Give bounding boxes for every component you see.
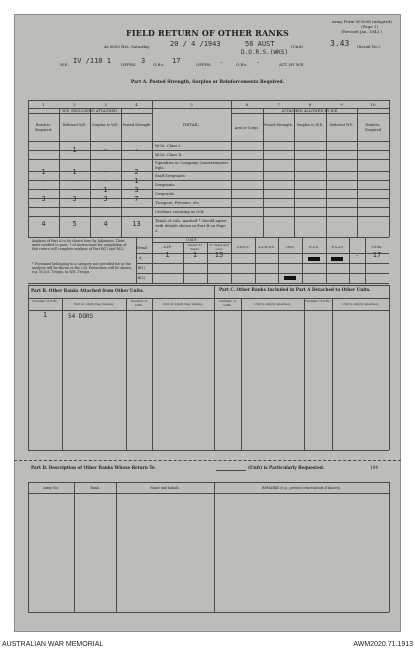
header-surplus-att: Surplus to W.E. bbox=[296, 123, 324, 127]
part-b-row-num: 1 bbox=[42, 311, 48, 319]
header-deficient-att: Deficient W.E. bbox=[329, 123, 354, 127]
part-c-col-num: Number of O.Rs. bbox=[219, 299, 236, 307]
cell-value: - bbox=[41, 177, 46, 185]
header-reinfcts-att: Reinfcts. Required bbox=[365, 123, 381, 132]
cell-value: - bbox=[103, 177, 108, 185]
analysis-col-aamws: A.A.M.W.S. bbox=[258, 245, 275, 249]
col-number: 7 bbox=[277, 102, 280, 107]
cell-value: 1 bbox=[41, 168, 46, 176]
part-d-year: 194 bbox=[370, 465, 378, 470]
col-number: 2 bbox=[73, 102, 76, 107]
group-header-excluding: W.E. EXCLUDING ATTACHED. bbox=[62, 109, 118, 113]
analysis-col-over31: 31 Years and over. bbox=[209, 243, 229, 251]
total-value: 4 bbox=[103, 220, 108, 228]
analysis-extra-value: - bbox=[355, 252, 359, 259]
footer-accession: AWM2020.71.1913 bbox=[353, 641, 413, 648]
offrs-attached-label: OFFRS. bbox=[196, 62, 212, 67]
header-arm-corps: Arm or Corps. bbox=[234, 126, 260, 130]
analysis-under31-value: 1 bbox=[192, 251, 198, 259]
part-b-heading: Part B. Other Ranks Attached from Other Units. bbox=[31, 288, 144, 293]
at-label: At 0600 Hrs. Saturday bbox=[104, 44, 150, 49]
analysis-col-ran: R.A.N. bbox=[309, 245, 319, 249]
part-b-col-num: Number of O.Rs. bbox=[32, 299, 58, 303]
analysis-col-raaf: R.A.A.F. bbox=[331, 245, 344, 249]
redaction-mark bbox=[331, 257, 343, 261]
part-d-heading: Part D. Description of Other Ranks Whose Return To bbox=[31, 465, 155, 470]
analysis-row-b1: B(1) bbox=[138, 266, 146, 270]
unit-name: 56 AUST bbox=[245, 40, 275, 48]
ors-attached-label: O.R's. bbox=[236, 62, 248, 67]
part-d-col-army-no: Army No. bbox=[43, 486, 59, 490]
cell-value: 1 bbox=[134, 177, 139, 185]
analysis-omf-label: O.M.F. bbox=[185, 238, 198, 242]
col-number: 4 bbox=[135, 102, 138, 107]
serial-number: 3.43 bbox=[330, 39, 350, 48]
cell-value: - bbox=[103, 146, 108, 154]
analysis-col-awas: A.W.A.S. bbox=[236, 245, 250, 249]
redaction-mark bbox=[284, 276, 296, 280]
cell-value: 3 bbox=[134, 186, 139, 194]
cell-value: 3 bbox=[41, 195, 46, 203]
analysis-col-under31: Under 31 Years. bbox=[187, 243, 203, 251]
we-label: W.E. bbox=[60, 62, 69, 67]
return-date: 20 / 4 /1943 bbox=[170, 40, 221, 48]
ors-attached-value: - bbox=[256, 59, 260, 66]
analysis-col-civil: CIVIL bbox=[285, 245, 295, 249]
analysis-row-a: A bbox=[139, 256, 142, 260]
cell-value: - bbox=[72, 177, 77, 185]
part-b-row-unit: 54 DORS bbox=[68, 313, 94, 320]
part-c-col-unit-2: Unit to which detached. bbox=[342, 302, 379, 306]
analysis-detail-label: Detail bbox=[137, 246, 147, 250]
cell-value: 2 bbox=[134, 168, 139, 176]
unit-label: (Unit) bbox=[291, 44, 303, 49]
cell-value: 1 bbox=[72, 146, 77, 154]
part-b-col-unit-2: Unit in which they belong. bbox=[162, 302, 204, 306]
analysis-aif-value: 1 bbox=[165, 251, 170, 259]
total-value: 5 bbox=[72, 220, 77, 228]
col-number: 9 bbox=[340, 102, 343, 107]
cell-value: 7 bbox=[134, 195, 139, 203]
redaction-mark bbox=[308, 257, 320, 261]
total-value: 4 bbox=[41, 220, 46, 228]
analysis-footnote: * Personnel belonging to a category not provided for in the analysis will be shown in the Col. Particulars will be shown, e.g. M.G.S. Troops, in W.E. Troops. bbox=[32, 262, 132, 274]
analysis-over31-value: 15 bbox=[214, 251, 224, 259]
att-label: ATT. BY W.E. bbox=[279, 62, 305, 67]
totals-detail: Totals of cols. marked * should agree with details shown in Part B on Page 2 bbox=[155, 218, 227, 233]
offrs-label: OFFRS. bbox=[121, 62, 137, 67]
col-number: 6 bbox=[245, 102, 249, 107]
row-detail: Troopers, Privates, etc. bbox=[155, 200, 201, 205]
row-detail: Civilians counting as O.R. bbox=[155, 209, 205, 214]
cell-value: - bbox=[72, 186, 77, 194]
part-c-heading: Part C. Other Ranks Included in Part A Detached to Other Units. bbox=[219, 287, 371, 292]
col-number: 3 bbox=[104, 102, 107, 107]
col-number: 8 bbox=[308, 102, 312, 107]
part-b-col-num-2: Number of O.Rs. bbox=[130, 299, 148, 307]
form-reference: Army Form W.3008 (Adapted) bbox=[331, 19, 392, 24]
header-posted-att: Posted Strength. bbox=[264, 123, 293, 127]
row-detail: Corporals bbox=[155, 191, 174, 196]
part-c-col-num-2: Number of O.Rs. bbox=[305, 299, 331, 303]
form-title: FIELD RETURN OF OTHER RANKS bbox=[125, 28, 290, 38]
row-detail: Squadron or Company Quartermaster Sgts. bbox=[155, 160, 229, 170]
header-reinfcts: Reinfcts. Required. bbox=[35, 123, 52, 132]
header-deficient: Deficient W.E. bbox=[62, 123, 87, 127]
analysis-col-total: TOTAL bbox=[371, 245, 383, 249]
col-number: 1 bbox=[42, 102, 45, 107]
part-d-col-name: Name and Initials. bbox=[150, 486, 180, 490]
cell-value: 3 bbox=[72, 195, 77, 203]
analysis-note: Analysis of Part A to be shown here by Adjutants. Their units entitled to para. 7 of instructions for completion of this return will complete analysis of Part B(1) and B(2). bbox=[32, 239, 127, 251]
col-number: 5 bbox=[190, 102, 193, 107]
cell-value: - bbox=[134, 146, 139, 154]
row-detail: Staff Sergeants bbox=[155, 173, 185, 178]
part-d-col-rank: Rank. bbox=[90, 486, 100, 490]
cell-value: - bbox=[103, 168, 108, 176]
cell-value: - bbox=[41, 186, 46, 194]
cell-value: 1 bbox=[103, 186, 108, 194]
unit-name-line2: D.O.R.S.(WKS) bbox=[241, 49, 288, 56]
part-d-col-remarks: REMARKS (e.g., present whereabouts if known). bbox=[262, 486, 341, 490]
footer-institution: AUSTRALIAN WAR MEMORIAL bbox=[2, 641, 104, 648]
row-detail: Sergeants bbox=[155, 182, 175, 187]
offrs-attached-value: - bbox=[219, 59, 223, 66]
group-header-attached: ATTACHED ALLOWED BY W.E. bbox=[281, 109, 339, 113]
offrs-value: 3 bbox=[141, 57, 146, 65]
analysis-row-b2: B(2) bbox=[138, 276, 146, 280]
analysis-total-value: 17 bbox=[372, 251, 382, 259]
serial-label: (Serial No.) bbox=[357, 44, 381, 49]
header-detail: DETAIL. bbox=[183, 122, 200, 127]
ors-value: 17 bbox=[172, 57, 181, 65]
part-a-heading: Part A. Posted Strength, Surplus or Reinforcements Required. bbox=[130, 80, 285, 85]
row-detail: W.Os. Class I. bbox=[155, 143, 182, 148]
cell-value: 3 bbox=[103, 195, 108, 203]
part-d-heading-mid: (Unit) is Particularly Requested. bbox=[248, 465, 325, 470]
cell-value: 1 bbox=[72, 168, 77, 176]
form-page-number: (Page 1) bbox=[361, 24, 378, 29]
col-number: 10 bbox=[370, 102, 376, 107]
part-c-col-unit: Unit to which detached. bbox=[254, 302, 291, 306]
form-revision: (Revised Jan. 1943.) bbox=[341, 29, 382, 34]
analysis-col-aif: A.I.F. bbox=[163, 245, 172, 249]
header-surplus: Surplus to W.E. bbox=[92, 123, 119, 127]
ors-label: O.R's. bbox=[153, 62, 165, 67]
header-posted: Posted Strength bbox=[122, 123, 151, 127]
part-b-col-unit: Unit in which they belong. bbox=[73, 302, 115, 306]
total-value: 13 bbox=[132, 220, 141, 228]
we-value: IV /110 1 bbox=[73, 57, 111, 65]
row-detail: W.Os. Class II. bbox=[155, 152, 183, 157]
